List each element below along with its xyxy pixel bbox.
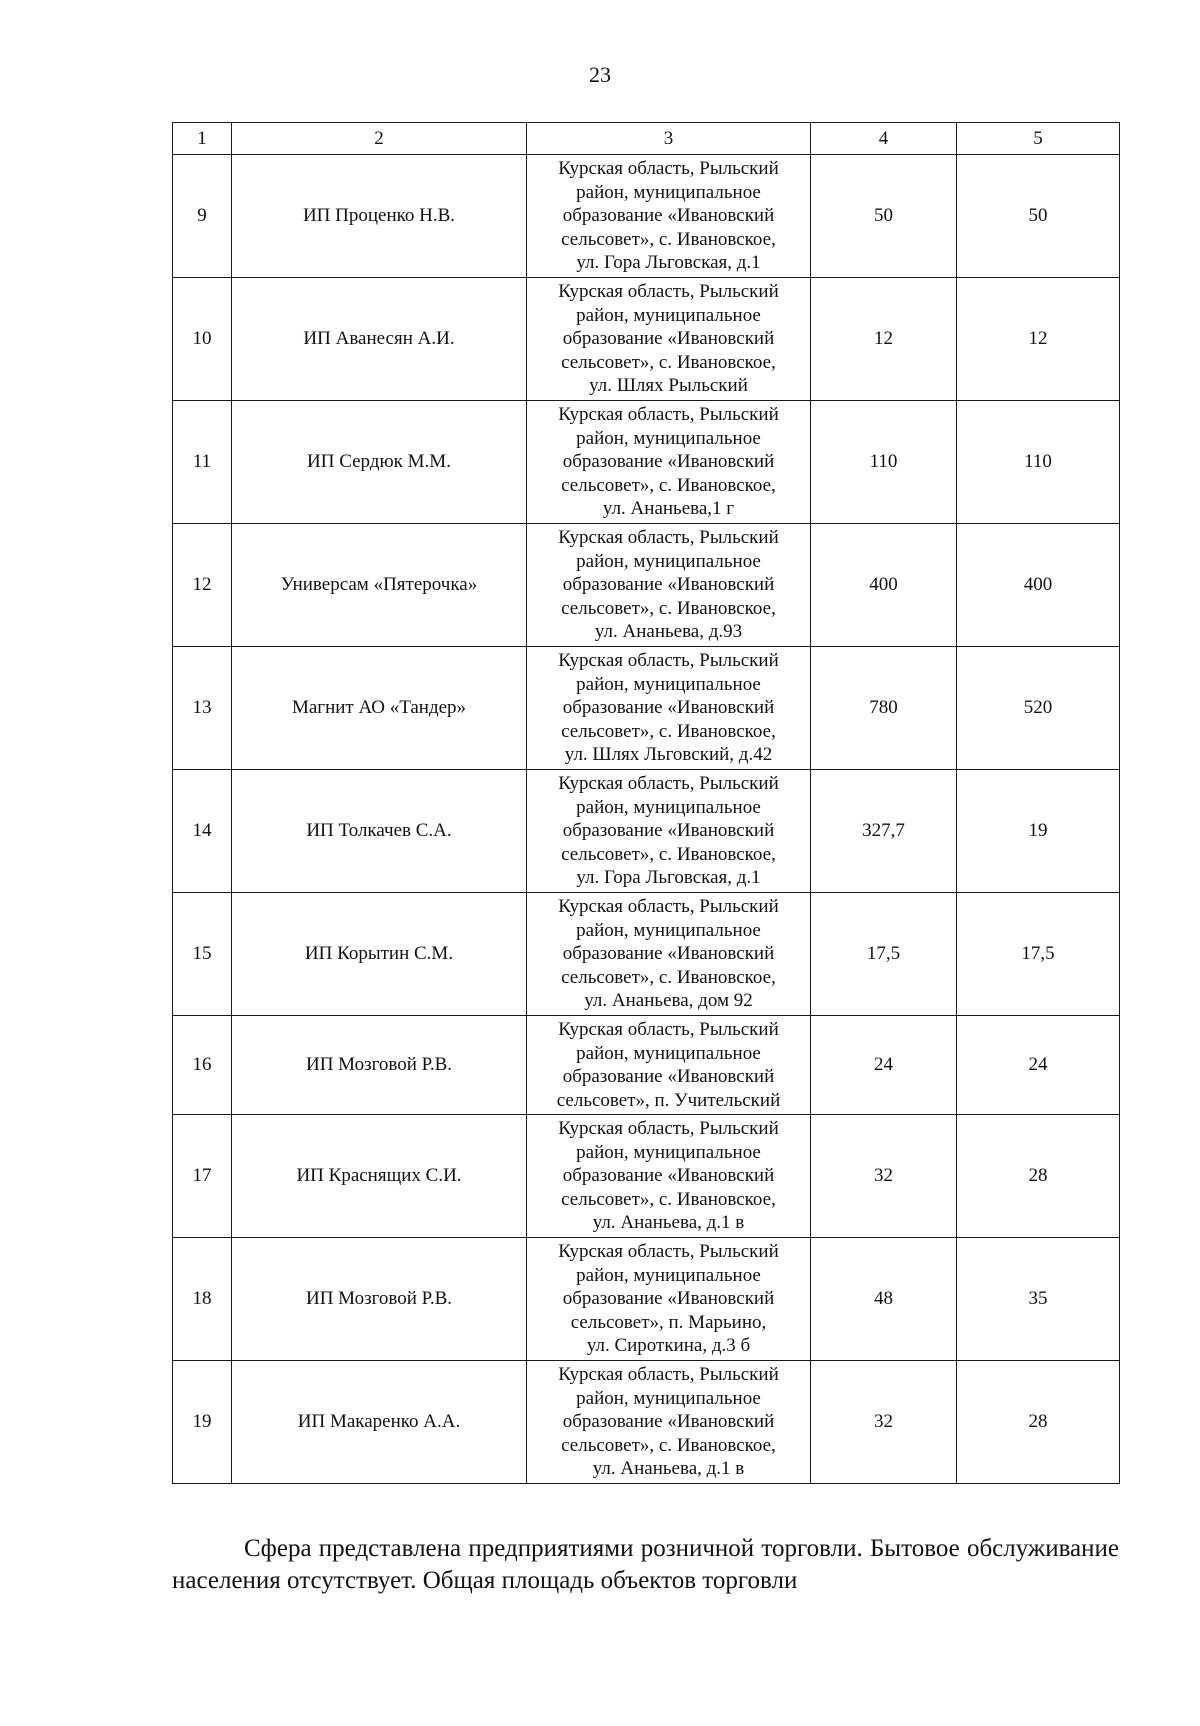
address-line: Курская область, Рыльский [558, 1364, 779, 1386]
row-number-cell: 18 [173, 1238, 232, 1361]
address-line: ул. Ананьева,1 г [602, 498, 735, 520]
area-trade-cell: 520 [957, 647, 1120, 770]
table-row [173, 1016, 1120, 1115]
address-line: Курская область, Рыльский [558, 896, 779, 918]
address-line: сельсовет», с. Ивановское, [561, 843, 776, 865]
table-row [173, 278, 1120, 401]
address-line: ул. Шлях Рыльский [589, 375, 748, 397]
row-number-cell: 11 [173, 401, 232, 524]
address-cell [527, 647, 811, 770]
address-line: ул. Шлях Льговский, д.42 [564, 744, 773, 766]
address-line: образование «Ивановский [562, 328, 775, 350]
area-total-cell: 50 [811, 155, 957, 278]
address-line: Курская область, Рыльский [558, 281, 779, 303]
address-cell [527, 1361, 811, 1484]
address-line: Курская область, Рыльский [558, 404, 779, 426]
address-cell [527, 1115, 811, 1238]
address-line: сельсовет», п. Учительский [556, 1089, 781, 1111]
area-total-cell: 24 [811, 1016, 957, 1115]
retail-objects-table [172, 122, 1120, 1484]
address-line: район, муниципальное [576, 304, 761, 326]
address-line: Курская область, Рыльский [558, 527, 779, 549]
address-cell [527, 770, 811, 893]
address-line: район, муниципальное [576, 550, 761, 572]
table-row [173, 1115, 1120, 1238]
area-trade-cell: 28 [957, 1361, 1120, 1484]
address-cell [527, 524, 811, 647]
address-line: образование «Ивановский [562, 1411, 775, 1433]
area-trade-cell: 24 [957, 1016, 1120, 1115]
row-number-cell: 16 [173, 1016, 232, 1115]
area-total-cell: 12 [811, 278, 957, 401]
row-number-cell: 9 [173, 155, 232, 278]
organization-name-cell: ИП Мозговой Р.В. [232, 1238, 527, 1361]
address-cell [527, 401, 811, 524]
row-number-cell: 14 [173, 770, 232, 893]
address-line: сельсовет», с. Ивановское, [561, 1434, 776, 1456]
address-line: район, муниципальное [576, 427, 761, 449]
address-line: образование «Ивановский [562, 943, 775, 965]
organization-name-cell: ИП Аванесян А.И. [232, 278, 527, 401]
address-line: образование «Ивановский [562, 1066, 775, 1087]
organization-name-cell: ИП Мозговой Р.В. [232, 1016, 527, 1115]
table-row [173, 1361, 1120, 1484]
address-cell [527, 155, 811, 278]
organization-name-cell: Универсам «Пятерочка» [232, 524, 527, 647]
address-line: сельсовет», с. Ивановское, [561, 228, 776, 250]
area-trade-cell: 19 [957, 770, 1120, 893]
address-line: Курская область, Рыльский [558, 158, 779, 180]
area-total-cell: 327,7 [811, 770, 957, 893]
row-number-cell: 13 [173, 647, 232, 770]
address-cell [527, 278, 811, 401]
organization-name-cell: ИП Проценко Н.В. [232, 155, 527, 278]
address-line: сельсовет», с. Ивановское, [561, 351, 776, 373]
table-row [173, 1238, 1120, 1361]
area-total-cell: 32 [811, 1115, 957, 1238]
body-paragraph: Сфера представлена предприятиями розничной торговли. Бытовое обслуживание населения отсутствует. Общая площадь объектов торговли [172, 1535, 1119, 1594]
organization-name-cell: ИП Сердюк М.М. [232, 401, 527, 524]
address-line: ул. Ананьева, д.1 в [592, 1212, 745, 1234]
address-line: район, муниципальное [576, 1042, 761, 1064]
address-line: образование «Ивановский [562, 451, 775, 473]
organization-name-cell: Магнит АО «Тандер» [232, 647, 527, 770]
table-row [173, 401, 1120, 524]
address-line: Курская область, Рыльский [558, 1019, 779, 1040]
address-line: район, муниципальное [576, 919, 761, 941]
table-row [173, 155, 1120, 278]
address-line: образование «Ивановский [562, 1165, 775, 1187]
row-number-cell: 10 [173, 278, 232, 401]
address-cell [527, 893, 811, 1016]
column-header: 2 [232, 123, 527, 155]
table-header-row [173, 123, 1120, 155]
area-total-cell: 780 [811, 647, 957, 770]
address-line: район, муниципальное [576, 1264, 761, 1286]
table-row [173, 893, 1120, 1016]
area-total-cell: 400 [811, 524, 957, 647]
address-line: ул. Ананьева, д.93 [594, 621, 743, 643]
address-line: сельсовет», п. Марьино, [570, 1311, 767, 1333]
address-line: район, муниципальное [576, 796, 761, 818]
organization-name-cell: ИП Толкачев С.А. [232, 770, 527, 893]
address-line: район, муниципальное [576, 1141, 761, 1163]
address-line: ул. Ананьева, д.1 в [592, 1458, 745, 1480]
area-total-cell: 32 [811, 1361, 957, 1484]
address-line: ул. Гора Льговская, д.1 [576, 252, 761, 274]
area-trade-cell: 35 [957, 1238, 1120, 1361]
address-line: сельсовет», с. Ивановское, [561, 474, 776, 496]
address-line: ул. Ананьева, дом 92 [584, 990, 753, 1012]
area-total-cell: 48 [811, 1238, 957, 1361]
address-line: образование «Ивановский [562, 205, 775, 227]
table-row [173, 770, 1120, 893]
address-line: Курская область, Рыльский [558, 773, 779, 795]
organization-name-cell: ИП Макаренко А.А. [232, 1361, 527, 1484]
row-number-cell: 15 [173, 893, 232, 1016]
page-number: 23 [589, 62, 611, 87]
row-number-cell: 12 [173, 524, 232, 647]
address-line: образование «Ивановский [562, 574, 775, 596]
column-header: 4 [811, 123, 957, 155]
table-row [173, 647, 1120, 770]
address-line: район, муниципальное [576, 181, 761, 203]
area-trade-cell: 110 [957, 401, 1120, 524]
area-trade-cell: 400 [957, 524, 1120, 647]
area-trade-cell: 28 [957, 1115, 1120, 1238]
table-body [173, 155, 1120, 1484]
area-trade-cell: 12 [957, 278, 1120, 401]
organization-name-cell: ИП Краснящих С.И. [232, 1115, 527, 1238]
address-line: ул. Гора Льговская, д.1 [576, 867, 761, 889]
organization-name-cell: ИП Корытин С.М. [232, 893, 527, 1016]
address-line: сельсовет», с. Ивановское, [561, 1188, 776, 1210]
area-trade-cell: 50 [957, 155, 1120, 278]
address-line: образование «Ивановский [562, 820, 775, 842]
address-line: Курская область, Рыльский [558, 650, 779, 672]
address-line: район, муниципальное [576, 673, 761, 695]
row-number-cell: 17 [173, 1115, 232, 1238]
address-line: сельсовет», с. Ивановское, [561, 597, 776, 619]
address-line: образование «Ивановский [562, 697, 775, 719]
table-row [173, 524, 1120, 647]
address-line: ул. Сироткина, д.3 б [586, 1335, 751, 1357]
area-total-cell: 17,5 [811, 893, 957, 1016]
row-number-cell: 19 [173, 1361, 232, 1484]
address-line: Курская область, Рыльский [558, 1241, 779, 1263]
address-line: образование «Ивановский [562, 1288, 775, 1310]
area-total-cell: 110 [811, 401, 957, 524]
address-cell [527, 1238, 811, 1361]
address-line: район, муниципальное [576, 1387, 761, 1409]
area-trade-cell: 17,5 [957, 893, 1120, 1016]
address-cell [527, 1016, 811, 1115]
address-line: сельсовет», с. Ивановское, [561, 720, 776, 742]
column-header: 5 [957, 123, 1120, 155]
address-line: сельсовет», с. Ивановское, [561, 966, 776, 988]
address-line: Курская область, Рыльский [558, 1118, 779, 1140]
column-header: 3 [527, 123, 811, 155]
column-header: 1 [173, 123, 232, 155]
